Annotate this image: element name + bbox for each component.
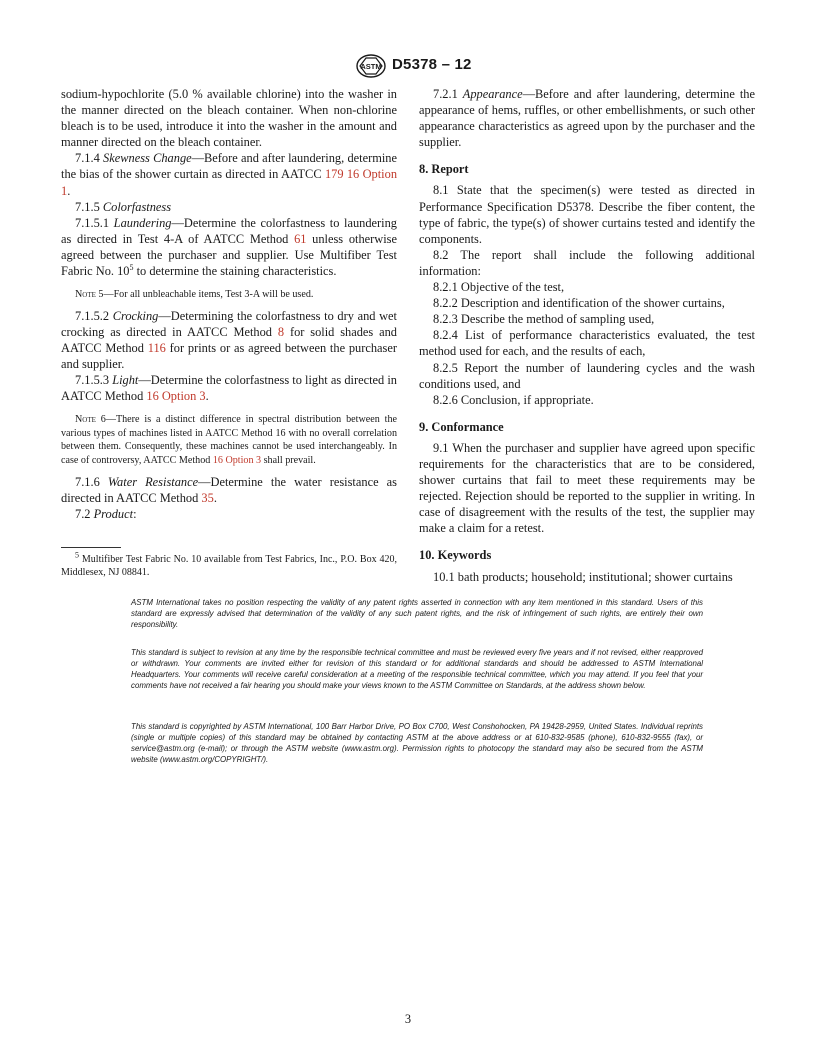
astm-logo-icon — [356, 54, 386, 78]
page-number: 3 — [404, 1012, 412, 1026]
section-title: Appearance — [462, 87, 523, 101]
footnote-ref[interactable]: 5 — [129, 262, 134, 272]
note-5 — [61, 288, 397, 302]
section-number: 7.1.5.3 — [75, 373, 113, 388]
legal-patent-notice: ASTM International takes no position respecting the validity of any patent rights asserted in connection with any item mentioned in this standard. Users of this standard are expressly advised that determination of the validity of any such patent rights, and the risk of infringement of such rights, are entirely their own responsibility. — [131, 598, 703, 630]
list-item: 8.2.1 Objective of the test, — [433, 280, 565, 295]
report-items-list — [419, 279, 755, 408]
section-7-1-5-3 — [61, 372, 397, 404]
note-text: 6—There is a distinct difference in spectral distribution between the various types of machines listed in AATCC Method 16 with no overall correlation between them. Consequently, these machines cannot be used interchangeably. In case of controversy, AATCC Method — [61, 414, 397, 467]
aatcc-link-61[interactable]: 61 — [294, 231, 307, 246]
document-id: D5378 – 12 — [392, 56, 472, 73]
note-label: Note — [75, 414, 96, 426]
footnote — [61, 550, 397, 580]
section-number: 7.1.5.1 — [75, 215, 114, 230]
section-8-2: 8.2 The report shall include the following additional information: — [419, 247, 755, 278]
section-7-1-5-1 — [61, 215, 397, 279]
list-item: 8.2.4 List of performance characteristics evaluated, the test method used for each, and the results of each, — [419, 328, 755, 359]
section-7-1-6 — [61, 474, 397, 506]
legal-revision-notice: This standard is subject to revision at any time by the responsible technical committee and must be reviewed every five years and if not revised, either reapproved or withdrawn. Your comments are invited either for revision of this standard or for additional standards and should be addressed to ASTM International Headquarters. Your comments will receive careful consideration at a meeting of the responsible technical committee, which you may attend. If you feel that your comments have not received a fair hearing you should make your views known to the ASTM Committee on Standards, at the address shown below. — [131, 648, 703, 691]
paragraph-bleach-cont: sodium-hypochlorite (5.0 % available chlorine) into the washer in the manner directed on the bleach container. When non-chlorine bleach is to be used, introduce it into the washer in the amount and manner directed on the bleach container. — [61, 87, 397, 150]
section-number: 7.1.4 — [75, 151, 104, 166]
list-item: 8.2.3 Describe the method of sampling used, — [433, 312, 655, 327]
section-title: Laundering — [113, 215, 172, 230]
punct: . — [67, 183, 71, 198]
page-header — [0, 54, 816, 80]
left-column — [61, 86, 397, 522]
section-7-1-5-2 — [61, 308, 397, 372]
heading-report: 8. Report — [419, 162, 469, 177]
section-text: —Before and after laundering, determine the bias of the shower curtain as directed in AATCC — [61, 151, 397, 182]
punct: . — [205, 389, 209, 404]
section-10-1: 10.1 bath products; household; institutional; shower curtains — [433, 569, 733, 584]
note-label: Note — [75, 289, 96, 301]
footnote-text — [61, 550, 397, 580]
svg-text:ASTM: ASTM — [360, 62, 382, 71]
section-title: Crocking — [112, 308, 159, 323]
aatcc-link-116[interactable]: 116 — [147, 340, 166, 355]
footnote-body: Multifiber Test Fabric No. 10 available from Test Fabrics, Inc., P.O. Box 420, Middlesex, NJ 08841. — [61, 554, 397, 579]
section-text: for solid shades and AATCC Method — [61, 324, 397, 355]
section-title: Light — [112, 373, 139, 388]
footnote-mark: 5 — [75, 550, 79, 560]
section-7-1-4 — [61, 150, 397, 198]
heading-keywords: 10. Keywords — [419, 548, 492, 563]
section-text: —Determine the water resistance as directed in AATCC Method — [61, 474, 397, 505]
section-text: unless otherwise agreed between the purchaser and supplier. Use Multifiber Test Fabric No. 10 — [61, 231, 397, 279]
aatcc-link-16[interactable]: 16 Option 3 — [146, 389, 206, 404]
section-number: 7.2.1 — [433, 87, 463, 101]
section-7-2-1 — [419, 86, 755, 150]
section-title: Product — [93, 506, 134, 521]
right-column — [419, 86, 755, 585]
aatcc-link-16-note[interactable]: 16 Option 3 — [212, 455, 262, 467]
aatcc-link-179[interactable]: 179 16 Option 1 — [61, 167, 398, 198]
section-number: 7.1.5.2 — [75, 308, 113, 323]
section-title: Water Resistance — [107, 474, 199, 489]
punct: . — [213, 490, 217, 505]
list-item: 8.2.2 Description and identification of the shower curtains, — [433, 296, 725, 311]
section-text: —Determining the colorfastness to dry and wet crocking as directed in AATCC Method — [61, 308, 397, 339]
section-title: Colorfastness — [102, 199, 172, 214]
section-number: 7.1.5 — [75, 199, 103, 214]
list-item: 8.2.5 Report the number of laundering cycles and the wash conditions used, and — [419, 360, 755, 391]
note-text: shall prevail. — [261, 455, 316, 467]
section-7-1-5 — [61, 199, 397, 215]
note-6 — [61, 413, 397, 467]
section-number: 7.2 — [75, 506, 94, 521]
section-number: 7.1.6 — [75, 474, 108, 489]
aatcc-link-35[interactable]: 35 — [201, 490, 214, 505]
list-item: 8.2.6 Conclusion, if appropriate. — [433, 392, 594, 407]
aatcc-link-8[interactable]: 8 — [277, 324, 285, 339]
section-text: —Before and after laundering, determine the appearance of hems, ruffles, or other embellishments, or such other appearance characteristics as agreed upon by the purchaser and the supplier. — [419, 87, 755, 150]
footnote-divider — [61, 547, 121, 548]
section-9-1: 9.1 When the purchaser and supplier have agreed upon specific requirements for the characteristics that are to be considered, shower curtains that fail to meet these requirements may be rejected. Rejection should be reported to the supplier in writing. In case of disagreement with the results of the test, the supplier may make a claim for a retest. — [419, 440, 755, 536]
note-text: 5—For all unbleachable items, Test 3-A will be used. — [95, 289, 314, 301]
heading-conformance: 9. Conformance — [419, 419, 504, 434]
section-text: to determine the staining characteristics. — [133, 264, 337, 279]
punct: : — [133, 506, 137, 521]
legal-copyright-notice: This standard is copyrighted by ASTM International, 100 Barr Harbor Drive, PO Box C700, West Conshohocken, PA 19428-2959, United States. Individual reprints (single or multiple copies) of this standard may be obtained by contacting ASTM at the above address or at 610-832-9585 (phone), 610-832-9555 (fax), or service@astm.org (e-mail); or through the ASTM website (www.astm.org). Permission rights to photocopy the standard may also be secured from the ASTM website (www.astm.org/COPYRIGHT/). — [131, 722, 703, 765]
section-text: —Determine the colorfastness to laundering as directed in Test 4-A of AATCC Method — [61, 215, 397, 246]
section-text: for prints or as agreed between the purchaser and supplier. — [61, 340, 397, 371]
section-title: Skewness Change — [103, 151, 192, 166]
section-text: —Determine the colorfastness to light as directed in AATCC Method — [61, 373, 397, 404]
section-8-1: 8.1 State that the specimen(s) were tested as directed in Performance Specification D5378. Describe the fiber content, the type of fabric, the type(s) of shower curtains tested and identify the components. — [419, 183, 755, 246]
section-7-2 — [61, 506, 397, 522]
